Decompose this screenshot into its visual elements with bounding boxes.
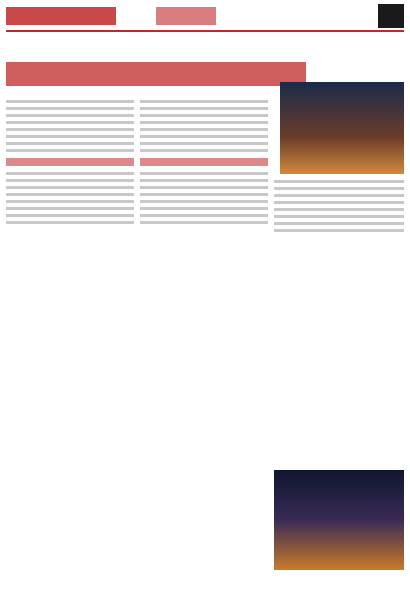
- page-number-badge: [378, 4, 404, 28]
- subheading: [6, 158, 134, 166]
- headline: [6, 62, 306, 86]
- subheading: [140, 158, 268, 166]
- section-title: [156, 7, 216, 25]
- article-column-1: [6, 100, 134, 590]
- article-column-2: [140, 100, 268, 590]
- hero-photo: [280, 82, 404, 174]
- masthead: [6, 4, 404, 32]
- masthead-logo: [6, 7, 116, 25]
- night-market-photo: [274, 470, 404, 570]
